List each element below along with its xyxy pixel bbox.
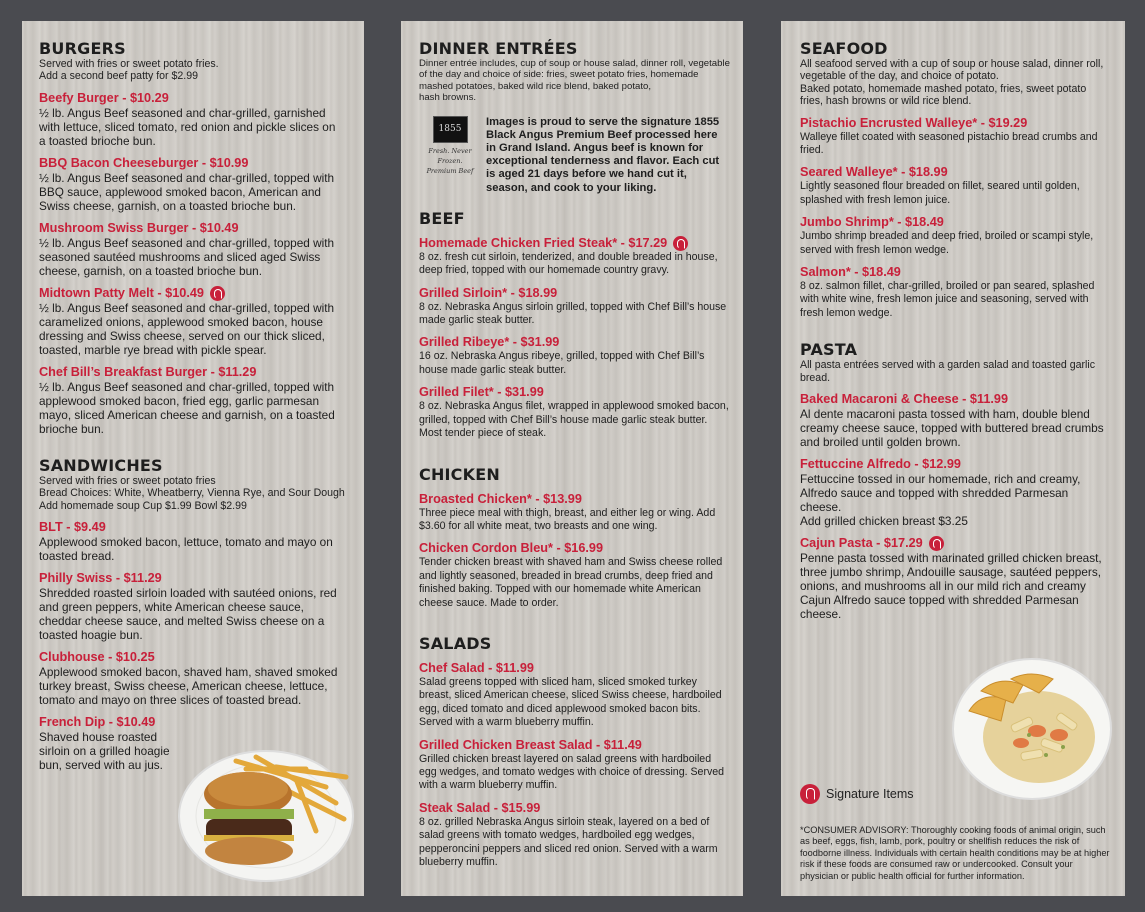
beef-list [419, 236, 729, 441]
section-title-dinner-entrees: DINNER ENTRÉES [419, 39, 578, 58]
menu-item-name-price: Grilled Chicken Breast Salad - $11.49 [419, 737, 642, 752]
menu-item-description: Shredded roasted sirloin loaded with sautéed onions, red and green peppers, white American cheese sauce, cheddar cheese sauce, and melted Swiss cheese on a toasted hoagie bun. [39, 586, 337, 643]
menu-item-name-price: Mushroom Swiss Burger - $10.49 [39, 220, 239, 235]
menu-item-title [419, 385, 729, 400]
menu-item-description: ½ lb. Angus Beef seasoned and char-grilled, topped with applewood smoked bacon, fried egg, garlic parmesan mayo, sliced American cheese and garnish, on a toasted brioche bun. [39, 379, 335, 436]
menu-item-description: ½ lb. Angus Beef seasoned and char-grilled, topped with caramelized onions, applewood smoked bacon, house dressing and Swiss cheese, served on our thick sliced, toasted, marble rye bread with pickle spear. [39, 300, 335, 357]
logo-tagline: Fresh. Never Frozen. Premium Beef [426, 146, 474, 175]
section-note-sandwiches: Served with fries or sweet potato fries Bread Choices: White, Wheatberry, Vienna Rye, and Sour Dough Add homemade soup Cup $1.99 Bowl $2.99 [39, 474, 345, 512]
menu-item-name-price: Chef Salad - $11.99 [419, 660, 534, 675]
menu-item [39, 365, 345, 436]
burger-photo [176, 739, 356, 884]
menu-item-title [39, 520, 345, 535]
menu-item-title [419, 335, 729, 350]
menu-item [419, 286, 729, 328]
menu-item-description: 8 oz. Nebraska Angus sirloin grilled, topped with Chef Bill’s house made garlic steak butter. [419, 300, 727, 327]
menu-item [419, 738, 729, 793]
menu-item-title [419, 738, 729, 753]
menu-item-title [39, 156, 345, 171]
menu-item-description: Walleye fillet coated with seasoned pistachio bread crumbs and fried. [800, 130, 1098, 157]
menu-item-name-price: Grilled Sirloin* - $18.99 [419, 285, 558, 300]
menu-item-description: Three piece meal with thigh, breast, and either leg or wing. Add $3.60 for all white meat, two breasts and one wing. [419, 506, 716, 532]
seafood-list [800, 116, 1110, 321]
menu-item-name-price: Chicken Cordon Bleu* - $16.99 [419, 541, 604, 556]
logo-box: 1855 [433, 116, 468, 143]
menu-item-title [419, 286, 729, 301]
menu-item [419, 335, 729, 377]
menu-item-description: 16 oz. Nebraska Angus ribeye, grilled, topped with Chef Bill’s house made garlic steak butter. [419, 350, 705, 376]
menu-item-title [800, 116, 1110, 131]
section-title-salads: SALADS [419, 633, 492, 653]
section-note-burgers: Served with fries or sweet potato fries. Add a second beef patty for $2.99 [39, 58, 219, 83]
menu-item-description: Lightly seasoned flour breaded on fillet, seared until golden, splashed with fresh lemon juice. [800, 180, 1080, 206]
menu-item-title [800, 457, 1112, 472]
menu-item-name-price: Chef Bill’s Breakfast Burger - $11.29 [39, 364, 257, 379]
menu-item-name-price: Pistachio Encrusted Walleye* - $19.29 [800, 115, 1028, 130]
menu-item-name-price: French Dip - $10.49 [39, 715, 156, 730]
menu-item-name-price: Broasted Chicken* - $13.99 [419, 491, 582, 506]
menu-item [800, 536, 1112, 621]
signature-icon [929, 536, 944, 551]
menu-item-description: ½ lb. Angus Beef seasoned and char-grilled, garnished with lettuce, sliced tomato, red onion and pickle slices on a toasted brioche bun. [39, 105, 336, 148]
section-title-beef: BEEF [419, 208, 465, 228]
menu-item-description: ½ lb. Angus Beef seasoned and char-grilled, topped with seasoned sautéed mushrooms and sliced aged Swiss cheese, garnish, on a toasted brioche bun. [39, 235, 335, 278]
salads-list [419, 661, 729, 869]
menu-item-name-price: Jumbo Shrimp* - $18.49 [800, 215, 944, 230]
menu-item-description: Salad greens topped with sliced ham, sliced smoked turkey breast, sliced American cheese, sliced Swiss cheese, hardboiled egg, diced tomato and diced applewood smoked bacon bits. Served with a warm blueberry muffin. [419, 675, 722, 729]
menu-item [39, 156, 345, 213]
menu-item-description: Jumbo shrimp breaded and deep fried, broiled or scampi style, served with fresh lemon wedge. [800, 230, 1094, 256]
menu-item-description: ½ lb. Angus Beef seasoned and char-grilled, topped with BBQ sauce, applewood smoked bacon, American and Swiss cheese, garnish, on a toasted brioche bun. [39, 170, 335, 213]
menu-item [419, 541, 729, 610]
promo-text: Images is proud to serve the signature 1855 Black Angus Premium Beef processed here in Grand Island. Angus beef is known for exceptional tenderness and flavor. Each cut is aged 21 days before we hand cut it, season, and cook to your liking. [486, 115, 720, 194]
menu-item-name-price: Cajun Pasta - $17.29 [800, 536, 923, 551]
menu-item [800, 392, 1112, 449]
chicken-list [419, 492, 729, 610]
menu-item-title [39, 650, 345, 665]
menu-item-name-price: BBQ Bacon Cheeseburger - $10.99 [39, 155, 249, 170]
menu-item-title [419, 801, 729, 816]
menu-item [800, 116, 1110, 158]
burgers-list [39, 91, 345, 436]
menu-item [39, 520, 345, 563]
menu-item-description: Tender chicken breast with shaved ham and Swiss cheese rolled and lightly seasoned, breaded in bread crumbs, deep fried and finished baking. Topped with our homemade white American cheese sauce. Made to order. [419, 556, 723, 609]
menu-item-name-price: Steak Salad - $15.99 [419, 800, 541, 815]
menu-item-name-price: Beefy Burger - $10.29 [39, 90, 169, 105]
menu-item-title [39, 91, 345, 106]
section-note-seafood: All seafood served with a cup of soup or house salad, dinner roll, vegetable of the day, and choice of potato. Baked potato, homemade mashed potato, fries, sweet potato fries, hash browns or wild rice blend. [800, 58, 1104, 108]
signature-icon [210, 286, 225, 301]
brand-logo-1855 [425, 116, 475, 176]
menu-item [800, 457, 1112, 528]
menu-item [39, 91, 345, 148]
menu-item-title [39, 365, 345, 380]
menu-item-name-price: Salmon* - $18.49 [800, 265, 901, 280]
menu-item [39, 571, 345, 642]
menu-item-name-price: Philly Swiss - $11.29 [39, 571, 162, 586]
menu-item-name-price: Midtown Patty Melt - $10.49 [39, 285, 204, 300]
menu-panel-right [781, 21, 1125, 896]
menu-item [39, 650, 345, 707]
menu-item-title [39, 715, 345, 730]
menu-item-name-price: Grilled Ribeye* - $31.99 [419, 335, 560, 350]
menu-item-description: 8 oz. Nebraska Angus filet, wrapped in applewood smoked bacon, grilled, topped with Chef Bill’s house made garlic steak butter. Most tender piece of steak. [419, 400, 729, 440]
signature-items-label: Signature Items [826, 787, 914, 801]
menu-panel-left [22, 21, 364, 896]
menu-item [419, 385, 729, 440]
menu-item-name-price: Baked Macaroni & Cheese - $11.99 [800, 392, 1009, 407]
menu-item-name-price: Grilled Filet* - $31.99 [419, 385, 544, 400]
menu-item [800, 215, 1110, 257]
section-title-chicken: CHICKEN [419, 464, 500, 484]
menu-item-description: Penne pasta tossed with marinated grilled chicken breast, three jumbo shrimp, Andouille sausage, sautéed peppers, onions, and mushrooms all in our mild rich and creamy Cajun Alfredo sauce topped with shredded Parmesan cheese. [800, 551, 1102, 622]
menu-item-title [419, 541, 729, 556]
menu-item-title [800, 165, 1110, 180]
menu-item-title [419, 492, 729, 507]
menu-item-description: Al dente macaroni pasta tossed with ham, double blend creamy cheese sauce, topped with buttered bread crumbs and broiled until golden brown. [800, 407, 1104, 450]
menu-item-description: 8 oz. salmon fillet, char-grilled, broiled or pan seared, splashed with white wine, fresh lemon juice and seasoning, served with fresh lemon wedge. [800, 280, 1095, 319]
menu-item-title [39, 571, 345, 586]
section-note-dinner-entrees: Dinner entrée includes, cup of soup or house salad, dinner roll, vegetable of the day and choice of side: fries, sweet potato fries, homemade mashed potatoes, baked wild rice blend, baked potato, hash browns. [419, 58, 730, 104]
menu-item-name-price: BLT - $9.49 [39, 520, 106, 535]
menu-item-name-price: Homemade Chicken Fried Steak* - $17.29 [419, 235, 668, 250]
menu-item-description: Shaved house roasted sirloin on a grilled hoagie bun, served with au jus. [39, 730, 170, 773]
menu-item-description: Grilled chicken breast layered on salad greens with hardboiled egg wedges, and tomato wedges with choice of dressing. Served with a warm blueberry muffin. [419, 752, 725, 792]
consumer-advisory: *CONSUMER ADVISORY: Thoroughly cooking foods of animal origin, such as beef, eggs, fish, lamb, pork, poultry or shellfish reduces the risk of foodborne illness. Individuals with certain health conditions may be at higher risk if these foods are consumed raw or undercooked. Consult your physician or public health official for further information. [800, 825, 1110, 881]
menu-item-name-price: Seared Walleye* - $18.99 [800, 165, 948, 180]
menu-item-description: Applewood smoked bacon, lettuce, tomato and mayo on toasted bread. [39, 535, 333, 564]
menu-item [419, 661, 729, 730]
menu-panel-middle [401, 21, 743, 896]
signature-items-legend [800, 784, 914, 804]
section-title-burgers: BURGERS [39, 39, 126, 58]
menu-item-description: Fettuccine tossed in our homemade, rich and creamy, Alfredo sauce and topped with shredded Parmesan cheese. Add grilled chicken breast $3.25 [800, 472, 1081, 529]
menu-item [419, 801, 729, 870]
section-title-seafood: SEAFOOD [800, 39, 888, 58]
menu-item-title [800, 392, 1112, 407]
menu-item-description: 8 oz. grilled Nebraska Angus sirloin steak, layered on a bed of salad greens with tomato wedges, hardboiled egg wedges, pepperoncini peppers and sliced red onion. Served with a warm blueberry muffin. [419, 815, 718, 868]
menu-item-name-price: Clubhouse - $10.25 [39, 650, 155, 665]
menu-item-title [419, 236, 729, 251]
angus-beef-promo [419, 116, 743, 195]
section-note-pasta: All pasta entrées served with a garden salad and toasted garlic bread. [800, 359, 1096, 384]
cajun-pasta-photo [951, 651, 1113, 801]
pasta-list [800, 392, 1112, 621]
menu-item-title [419, 661, 729, 676]
section-title-sandwiches: SANDWICHES [39, 455, 163, 475]
menu-item-description: Applewood smoked bacon, shaved ham, shaved smoked turkey breast, Swiss cheese, American cheese, lettuce, tomato and mayo on three slices of toasted bread. [39, 665, 338, 708]
menu-item-title [39, 286, 345, 301]
section-title-pasta: PASTA [800, 340, 858, 360]
menu-item-title [39, 221, 345, 236]
signature-icon [673, 236, 688, 251]
menu-item [800, 265, 1110, 320]
menu-item-title [800, 536, 1112, 551]
menu-item-name-price: Fettuccine Alfredo - $12.99 [800, 457, 961, 472]
signature-icon [800, 784, 820, 804]
menu-item [800, 165, 1110, 207]
menu-item [39, 286, 345, 357]
menu-item [419, 236, 729, 278]
menu-item-description: 8 oz. fresh cut sirloin, tenderized, and double breaded in house, deep fried, topped with our homemade country gravy. [419, 250, 718, 277]
menu-item [419, 492, 729, 534]
menu-item [39, 221, 345, 278]
sandwiches-list [39, 520, 345, 772]
menu-item-title [800, 215, 1110, 230]
menu-item-title [800, 265, 1110, 280]
